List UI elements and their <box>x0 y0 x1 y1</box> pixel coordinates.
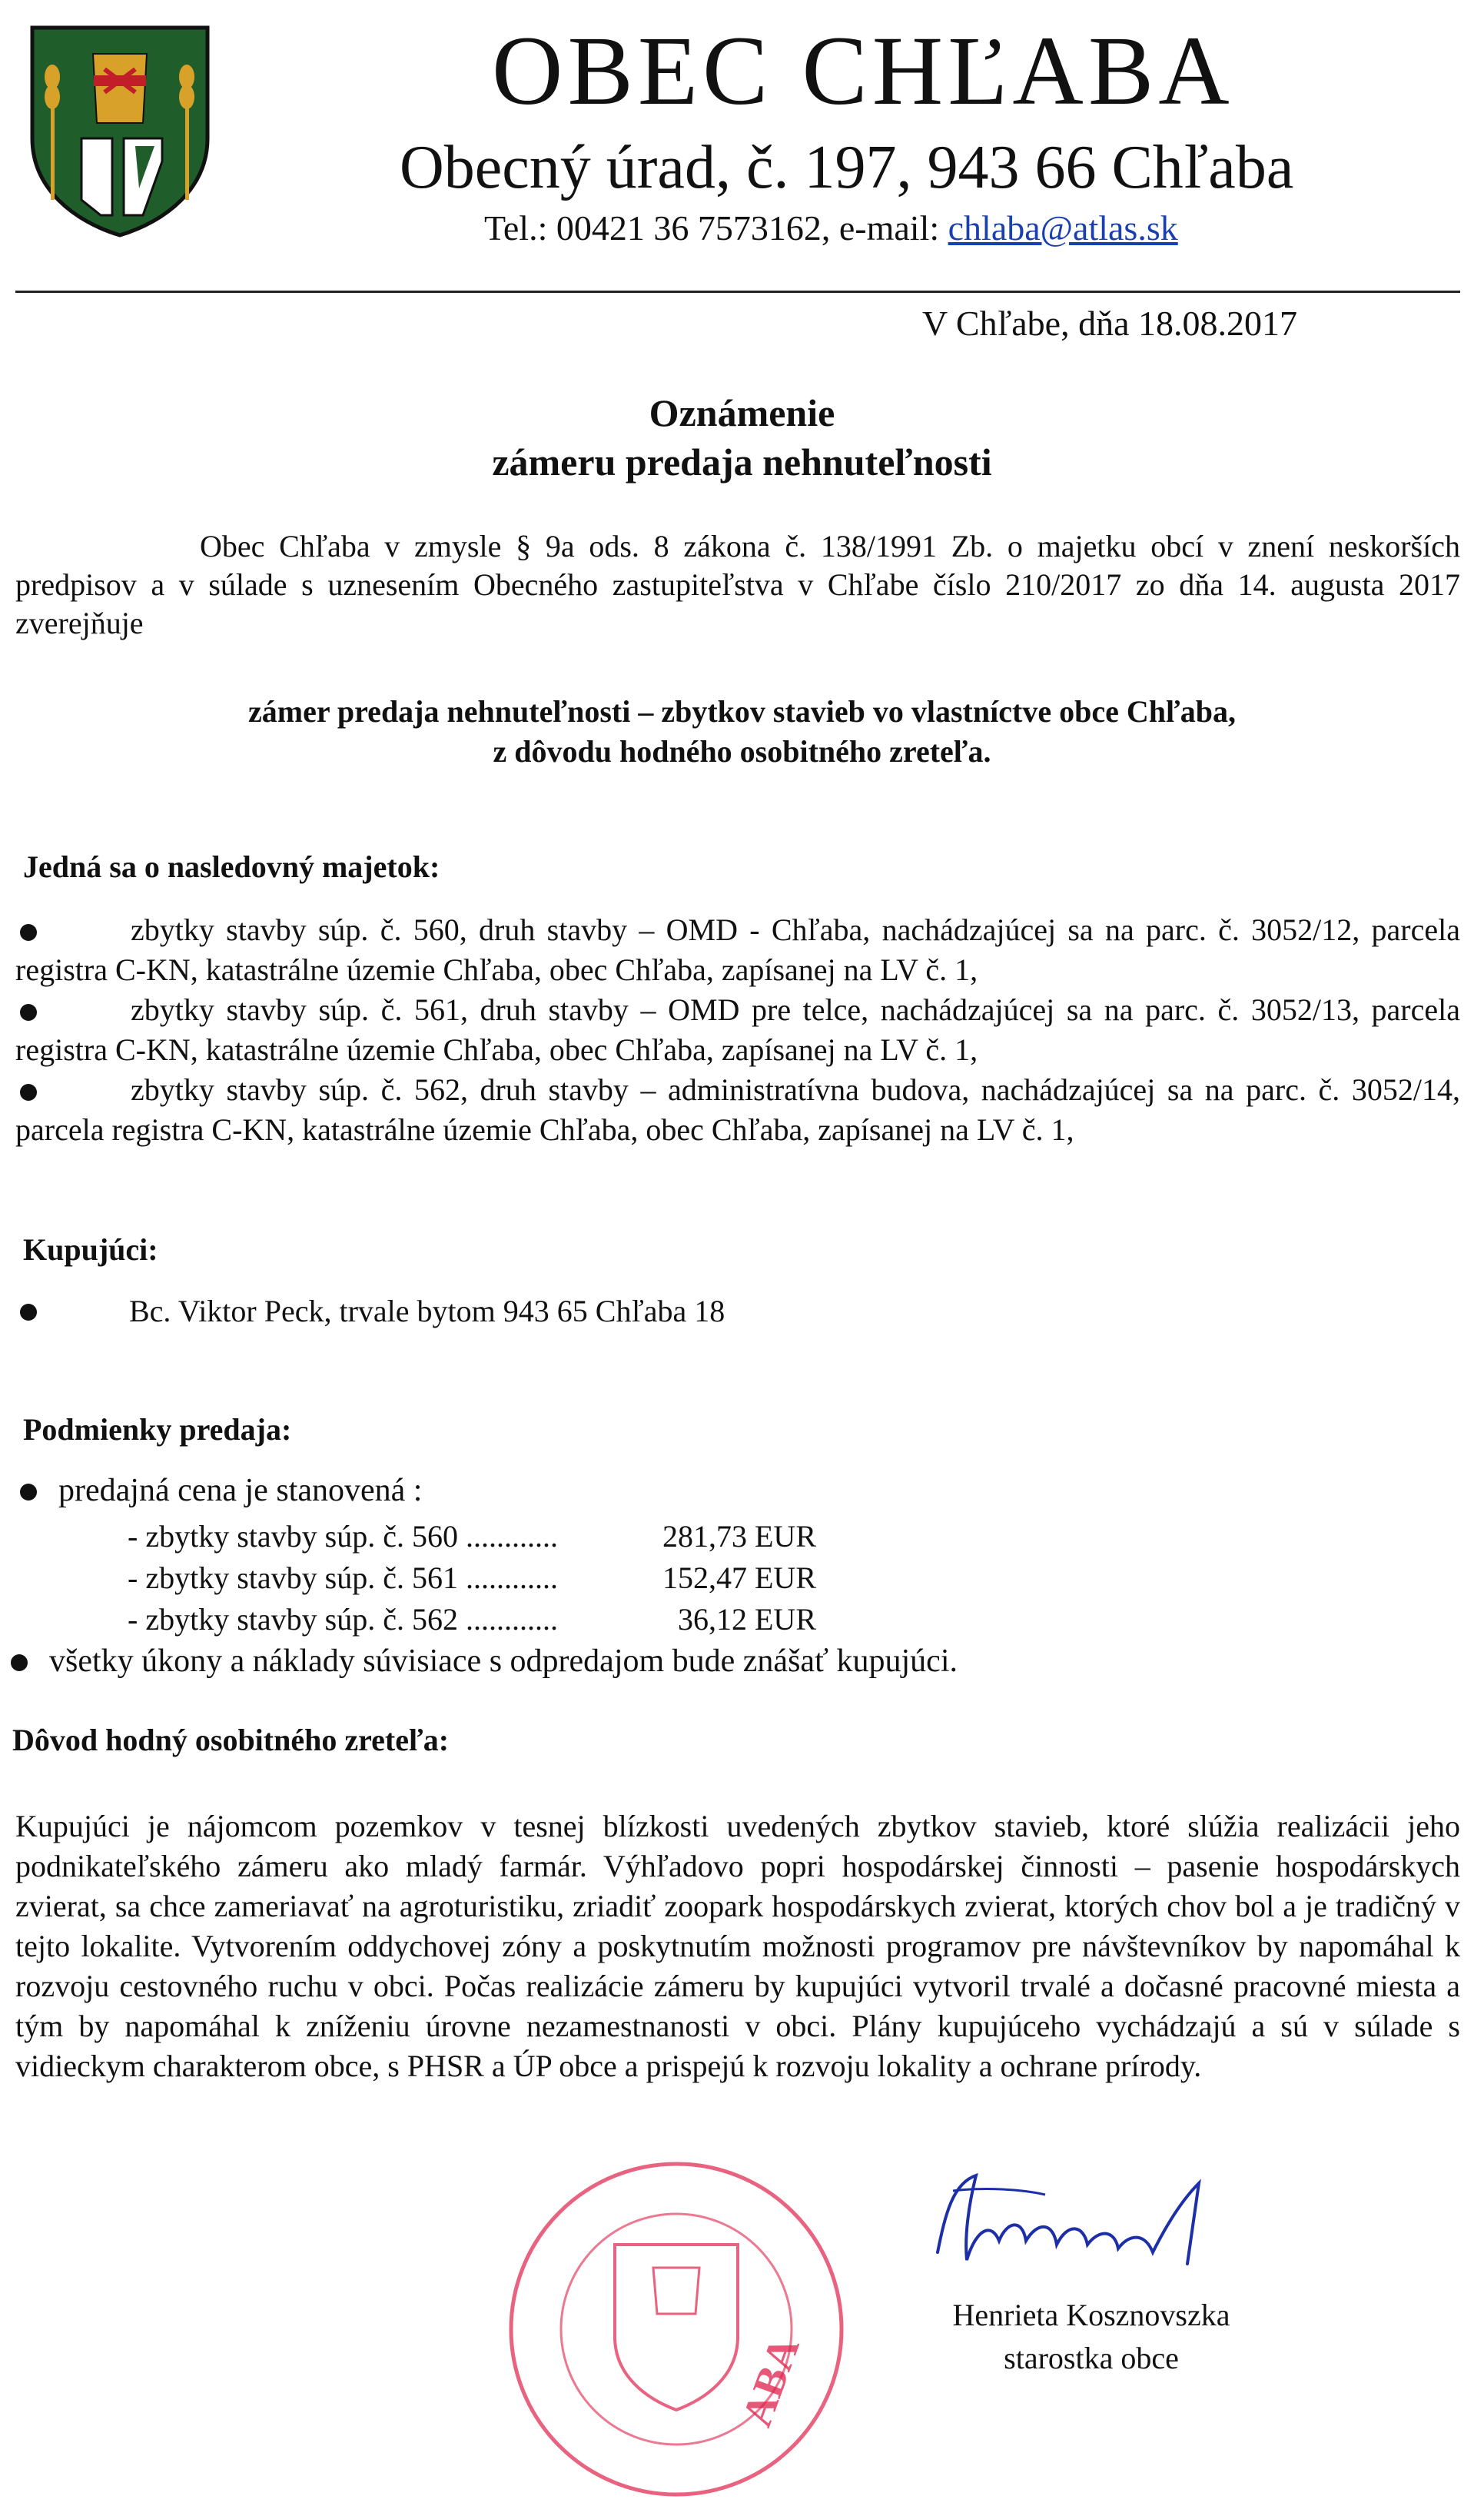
coat-of-arms-logo <box>28 23 212 238</box>
doc-title-line2: zámeru predaja nehnuteľnosti <box>492 440 992 484</box>
conditions-heading: Podmienky predaja: <box>23 1412 292 1447</box>
bullet-icon <box>20 1484 37 1501</box>
buyer-heading: Kupujúci: <box>23 1232 158 1267</box>
stamp-text: ABA <box>732 2331 809 2433</box>
property-item-561: zbytky stavby súp. č. 561, druh stavby – OMD pre telce, nachádzajúcej sa na parc. č. 3052/13, parcela registra C-KN, katastrálne územie Chľaba, obec Chľaba, zapísanej na LV č. 1, <box>15 992 1460 1067</box>
intent-line1: zámer predaja nehnuteľnosti – zbytkov stavieb vo vlastníctve obce Chľaba, <box>248 694 1236 729</box>
header-divider <box>15 291 1460 293</box>
handwritten-signature <box>922 2168 1245 2275</box>
signer-role: starostka obce <box>1004 2341 1179 2375</box>
document-date: V Chľabe, dňa 18.08.2017 <box>922 304 1298 343</box>
contact-line <box>484 208 1178 248</box>
costs-note: všetky úkony a náklady súvisiace s odpredajom bude znášať kupujúci. <box>49 1644 958 1679</box>
official-stamp <box>500 2152 853 2506</box>
intro-paragraph: Obec Chľaba v zmysle § 9a ods. 8 zákona č. 138/1991 Zb. o majetku obcí v znení neskorších predpisov a v súlade s uznesením Obecného zastupiteľstva v Chľabe číslo 210/2017 zo dňa 14. augusta 2017 zverejňuje <box>15 529 1460 640</box>
price-label-562: - zbytky stavby súp. č. 562 ............ <box>128 1602 558 1637</box>
intent-line2: z dôvodu hodného osobitného zreteľa. <box>493 734 991 769</box>
property-heading: Jedná sa o nasledovný majetok: <box>23 849 440 884</box>
property-item-560: zbytky stavby súp. č. 560, druh stavby – OMD - Chľaba, nachádzajúcej sa na parc. č. 3052/12, parcela registra C-KN, katastrálne územie Chľaba, obec Chľaba, zapísanej na LV č. 1, <box>15 912 1460 987</box>
bullet-icon <box>11 1654 28 1671</box>
reason-paragraph: Kupujúci je nájomcom pozemkov v tesnej blízkosti uvedených zbytkov stavieb, ktoré slúžia realizácii jeho podnikateľského zámeru ako mladý farmár. Výhľadovo popri hospodárskej činnosti – pasenie hospodárskych zvierat, sa chce zameriavať na agroturistiku, zriadiť zoopark hospodárskych zvierat, ktorých chov bol a je tradičný v tejto lokalite. Vytvorením oddychovej zóny a poskytnutím možnosti programov pre návštevníkov by napomáhal k rozvoju cestovného ruchu v obci. Počas realizácie zámeru by kupujúci vytvoril trvalé a dočasné pracovné miesta a tým by napomáhal k zníženiu úrovne nezamestnanosti v obci. Plány kupujúceho vychádzajú a sú v súlade s vidieckym charakterom obce, s PHSR a ÚP obce a prispejú k rozvoju lokality a ochrane prírody. <box>15 1809 1460 2083</box>
office-address: Obecný úrad, č. 197, 943 66 Chľaba <box>400 134 1294 201</box>
price-label-561: - zbytky stavby súp. č. 561 ............ <box>128 1560 558 1595</box>
phone-text: Tel.: 00421 36 7573162, e-mail: <box>484 208 948 248</box>
buyer-name: Bc. Viktor Peck, trvale bytom 943 65 Chľaba 18 <box>129 1294 725 1328</box>
price-value-560: 281,73 EUR <box>662 1519 816 1554</box>
price-label-560: - zbytky stavby súp. č. 560 ............ <box>128 1519 558 1554</box>
municipality-title: OBEC CHĽABA <box>492 16 1234 125</box>
property-item-562: zbytky stavby súp. č. 562, druh stavby – administratívna budova, nachádzajúcej sa na parc. č. 3052/14, parcela registra C-KN, katastrálne územie Chľaba, obec Chľaba, zapísanej na LV č. 1, <box>15 1072 1460 1147</box>
reason-heading: Dôvod hodný osobitného zreteľa: <box>12 1723 450 1757</box>
price-value-561: 152,47 EUR <box>662 1560 816 1595</box>
bullet-icon <box>20 1304 37 1321</box>
signer-block <box>907 2294 1276 2380</box>
price-value-562: 36,12 EUR <box>678 1602 816 1637</box>
email-link[interactable]: chlaba@atlas.sk <box>948 208 1178 248</box>
price-intro: predajná cena je stanovená : <box>58 1473 423 1508</box>
doc-title-line1: Oznámenie <box>649 391 835 434</box>
signer-name: Henrieta Kosznovszka <box>952 2298 1230 2332</box>
